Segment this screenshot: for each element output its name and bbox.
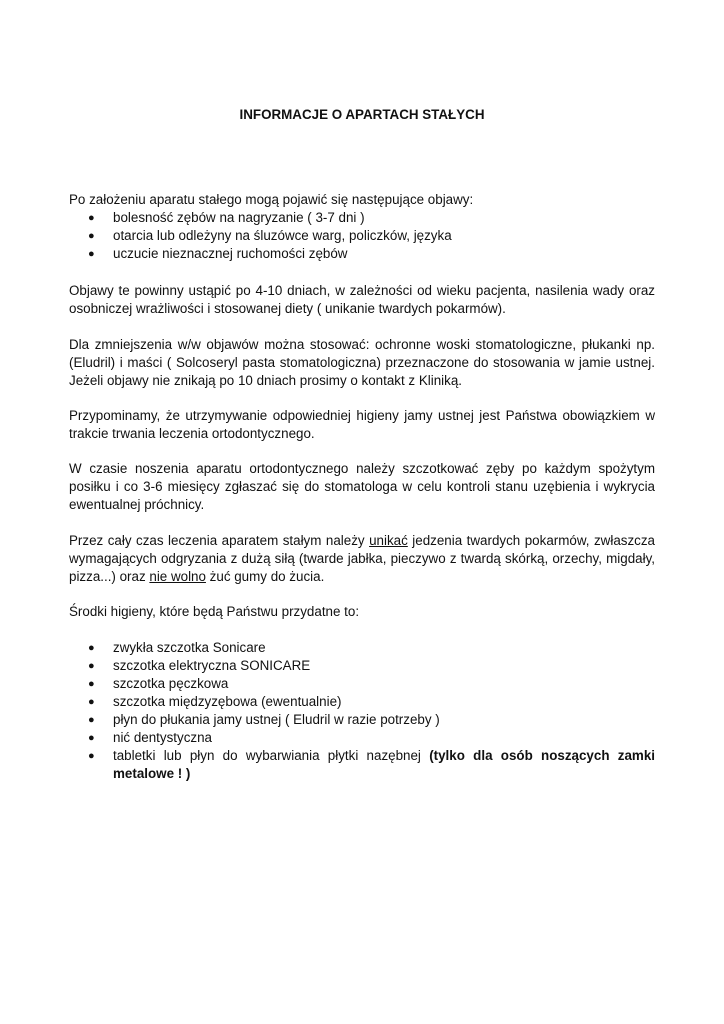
intro-paragraph: Po założeniu aparatu stałego mogą pojawić się następujące objawy: [69, 192, 474, 207]
brushing-paragraph: W czasie noszenia aparatu ortodontycznego należy szczotkować zęby po każdym spożytym posiłku i co 3-6 miesięcy zgłaszać się do stomatologa w celu kontroli stanu uzębienia i wykrycia ewentualnej próchnicy. [69, 461, 655, 512]
bullet-icon: ● [88, 248, 95, 260]
list-item: ● szczotka międzyzębowa (ewentualnie) [88, 694, 342, 709]
bullet-icon: ● [88, 696, 95, 708]
bullet-icon: ● [88, 714, 95, 726]
list-item: ● nić dentystyczna [88, 730, 212, 745]
tools-intro-section [69, 603, 655, 621]
underlined-text: nie wolno [149, 569, 206, 584]
bullet-icon: ● [88, 660, 95, 672]
symptoms-duration-section [69, 282, 655, 318]
list-item: ● otarcia lub odleżyny na śluzówce warg, policzków, języka [88, 228, 452, 243]
intro-section [69, 191, 655, 263]
brushing-section [69, 460, 655, 514]
bullet-icon: ● [88, 212, 95, 224]
food-section [69, 532, 655, 586]
list-item: ● tabletki lub płyn do wybarwiania płytki nazębnej (tylko dla osób noszących zamki metalowe ! ) [88, 748, 655, 781]
food-paragraph: Przez cały czas leczenia aparatem stałym należy unikać jedzenia twardych pokarmów, zwłaszcza wymagających odgryzania z dużą siłą (twarde jabłka, pieczywo z twardą skórką, orzechy, migdały, pizza...) oraz nie wolno żuć gumy do żucia. [69, 533, 655, 584]
list-item: ● szczotka elektryczna SONICARE [88, 658, 311, 673]
tools-list [69, 639, 655, 783]
symptoms-list [69, 209, 655, 263]
list-item: ● szczotka pęczkowa [88, 676, 229, 691]
relief-section [69, 336, 655, 390]
list-item: ● zwykła szczotka Sonicare [88, 640, 266, 655]
bold-note: (tylko dla osób noszących zamki metalowe ! ) [113, 748, 655, 781]
list-item: ● bolesność zębów na nagryzanie ( 3-7 dni ) [88, 210, 365, 225]
bullet-icon: ● [88, 750, 95, 762]
relief-paragraph: Dla zmniejszenia w/w objawów można stosować: ochronne woski stomatologiczne, płukanki np. (Eludril) i maści ( Solcoseryl pasta stomatologiczna) przeznaczone do stosowania w jamie ustnej. Jeżeli objawy nie znikają po 10 dniach prosimy o kontakt z Kliniką. [69, 337, 655, 388]
symptoms-duration-paragraph: Objawy te powinny ustąpić po 4-10 dniach, w zależności od wieku pacjenta, nasilenia wady oraz osobniczej wrażliwości i stosowanej diety ( unikanie twardych pokarmów). [69, 283, 655, 316]
bullet-icon: ● [88, 678, 95, 690]
hygiene-section [69, 407, 655, 443]
list-item: ● uczucie nieznacznej ruchomości zębów [88, 246, 348, 261]
underlined-text: unikać [369, 533, 408, 548]
document-title: INFORMACJE O APARTACH STAŁYCH [239, 107, 485, 122]
tools-intro-paragraph: Środki higieny, które będą Państwu przydatne to: [69, 604, 360, 619]
tools-section [69, 639, 655, 783]
bullet-icon: ● [88, 230, 95, 242]
list-item: ● płyn do płukania jamy ustnej ( Eludril w razie potrzeby ) [88, 712, 440, 727]
hygiene-paragraph: Przypominamy, że utrzymywanie odpowiedniej higieny jamy ustnej jest Państwa obowiązkiem w trakcie trwania leczenia ortodontycznego. [69, 408, 655, 441]
bullet-icon: ● [88, 642, 95, 654]
bullet-icon: ● [88, 732, 95, 744]
